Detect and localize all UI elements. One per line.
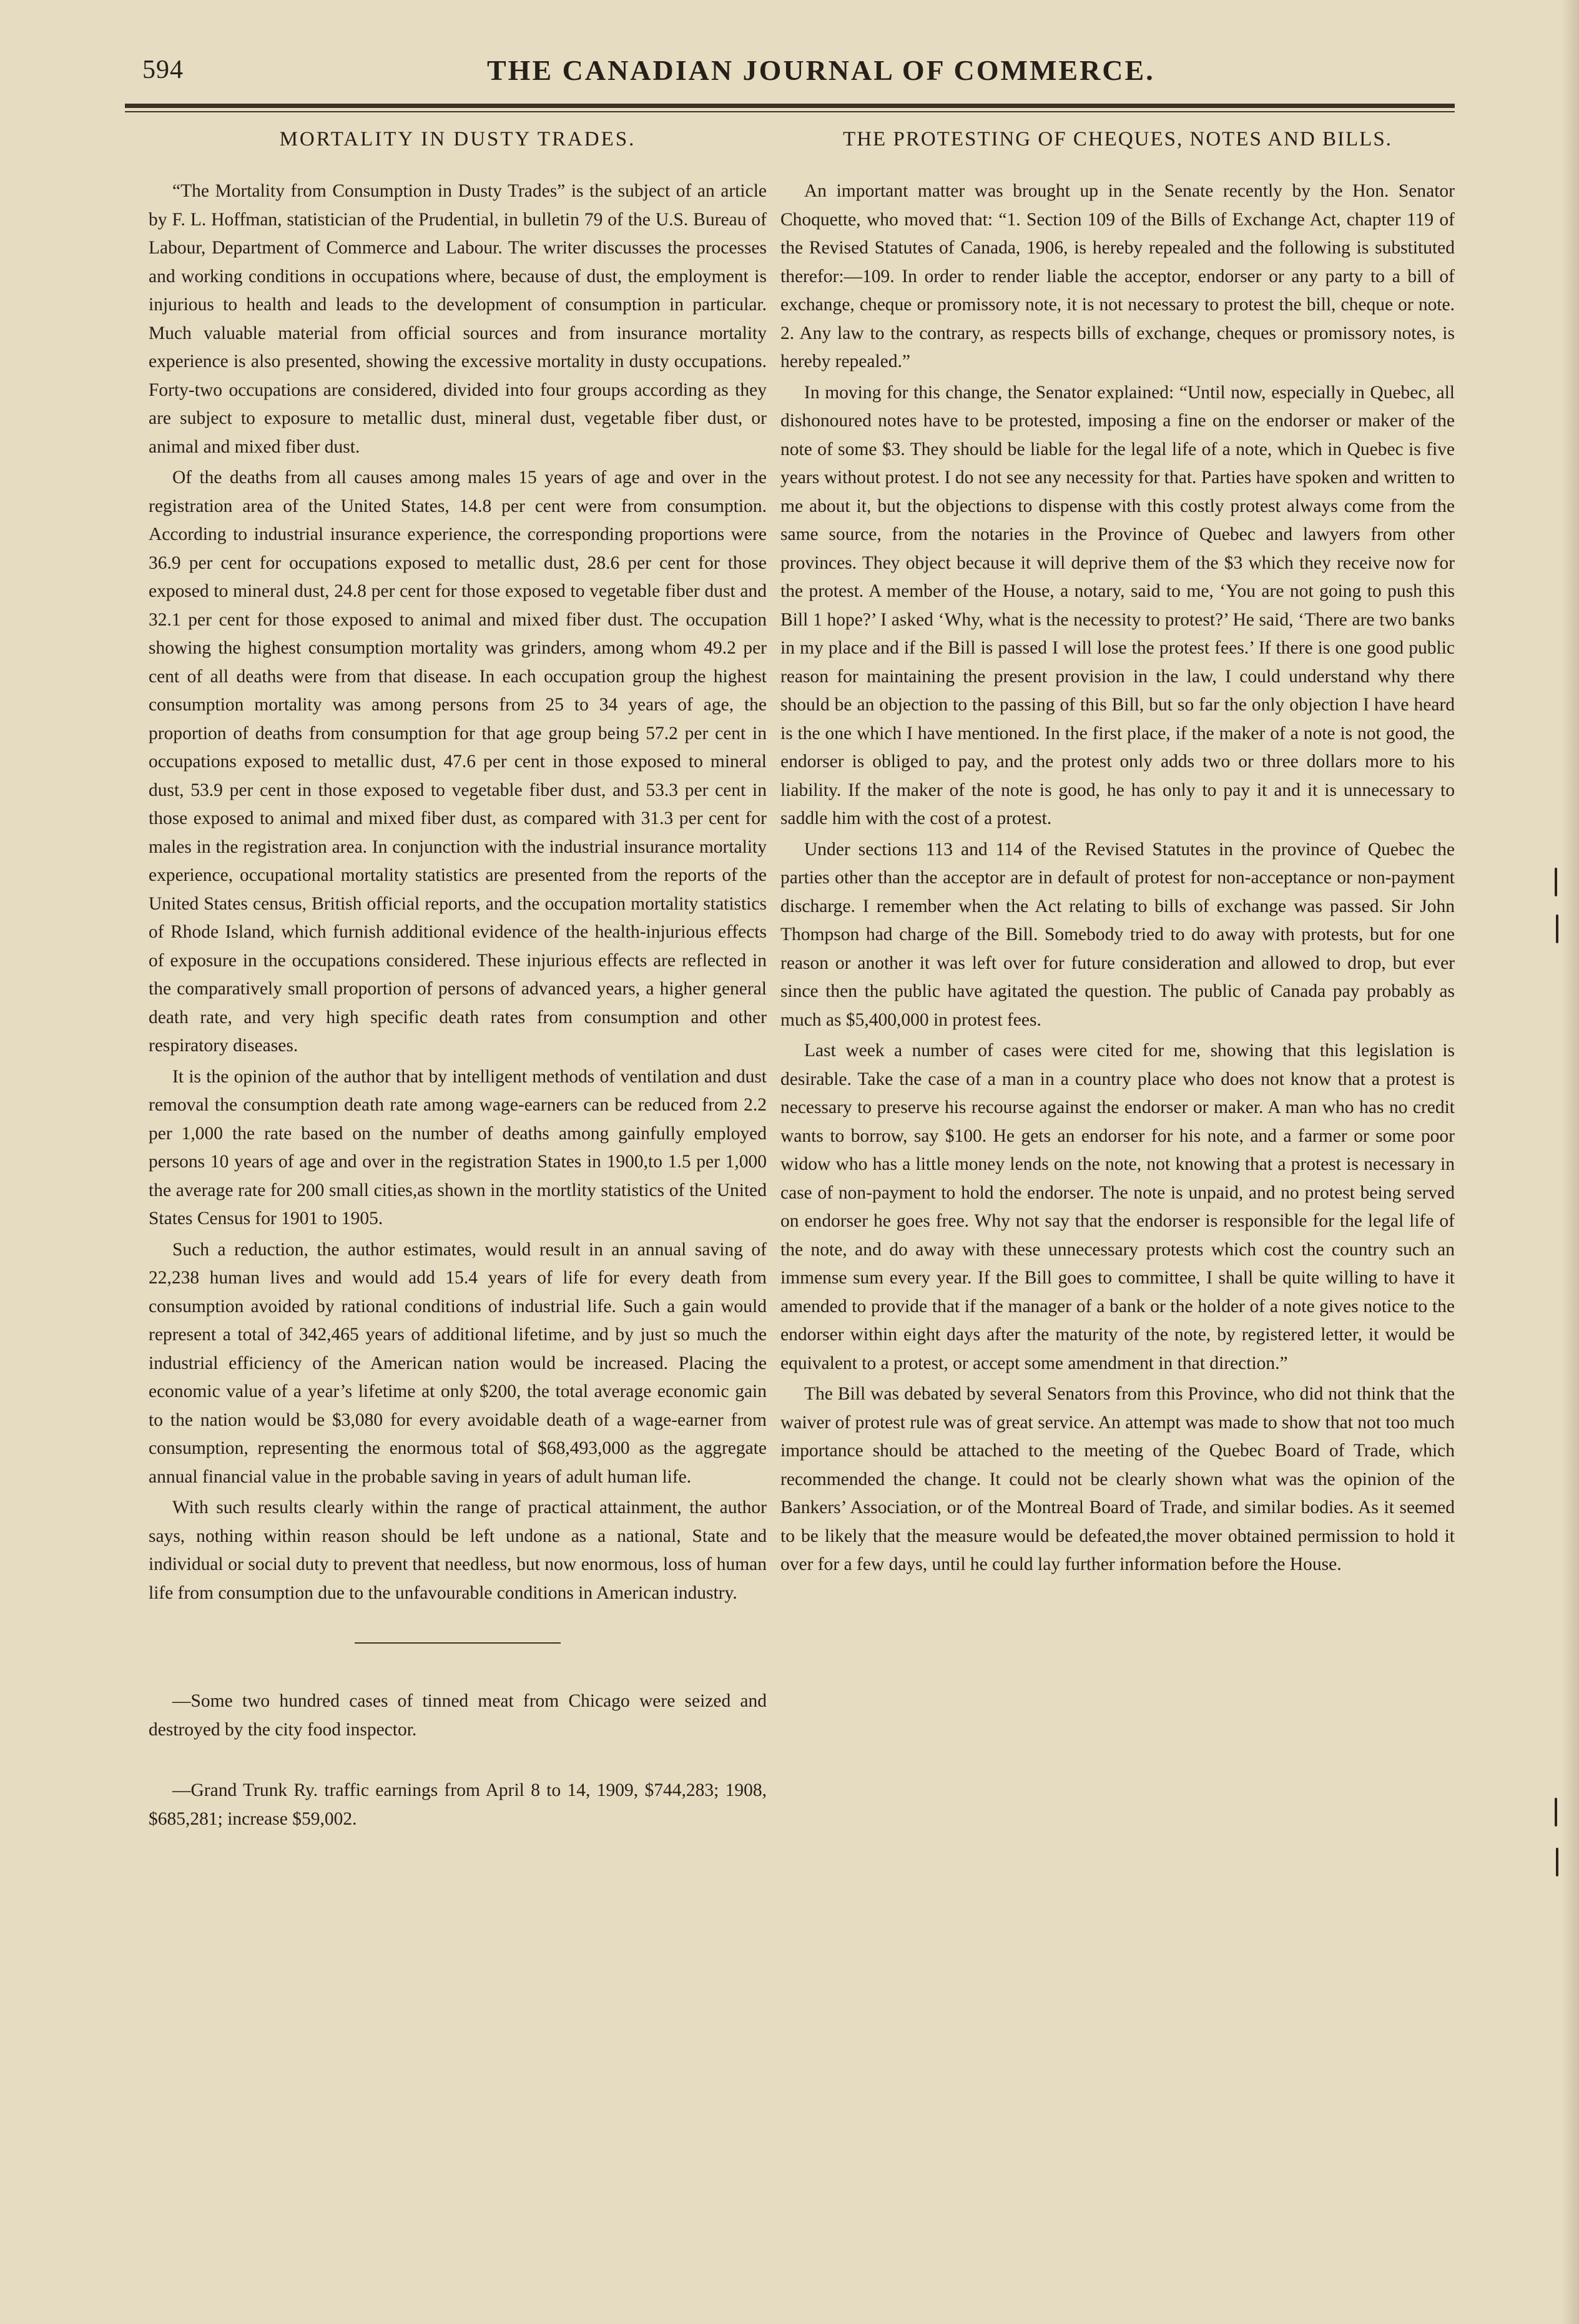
margin-mark [1556, 1848, 1558, 1876]
article-heading: MORTALITY IN DUSTY TRADES. [279, 128, 636, 150]
article-paragraph: Such a reduction, the author estimates, would result in an annual saving of 22,238 human lives and would add 15.4 years of life for every death from consumption avoided by rational conditions of industrial life. Such a gain would represent a total of 342,465 years of additional lifetime, and by just so much the industrial efficiency of the American nation would be increased. Placing the economic value of a year’s lifetime at only $200, the total average economic gain to the nation would be $3,080 for every avoidable death of a wage-earner from consumption, representing the enormous total of $68,493,000 as the aggregate annual financial value in the probable saving in years of adult human life. [149, 1239, 767, 1487]
header-rule [125, 104, 1455, 108]
journal-title: THE CANADIAN JOURNAL OF COMMERCE. [487, 54, 1155, 86]
article-heading: THE PROTESTING OF CHEQUES, NOTES AND BILLS. [843, 128, 1392, 150]
article-paragraph: An important matter was brought up in the Senate recently by the Hon. Senator Choquette, who moved that: “1. Section 109 of the Bills of Exchange Act, chapter 119 of the Revised Statutes of Canada, 1906, is hereby repealed and the following is substituted therefor:—109. In order to render liable the acceptor, endorser or any party to a bill of exchange, cheque or promissory note, it is not necessary to protest the bill, cheque or note. 2. Any law to the contrary, as respects bills of exchange, cheques or promissory notes, is hereby repealed.” [780, 181, 1455, 371]
margin-mark [1555, 1798, 1557, 1826]
page-edge [1562, 0, 1579, 2324]
article-paragraph: The Bill was debated by several Senators from this Province, who did not think that the waiver of protest rule was of great service. An attempt was made to show that not too much importance should be attached to the meeting of the Quebec Board of Trade, which recommended the change. It could not be clearly shown what was the opinion of the Bankers’ Association, or of the Montreal Board of Trade, and similar bodies. As it seemed to be likely that the measure would be defeated,the mover obtained permission to hold it over for a few days, until he could lay further information before the House. [780, 1384, 1455, 1574]
article-paragraph: “The Mortality from Consumption in Dusty Trades” is the subject of an article by F. L. Hoffman, statistician of the Prudential, in bulletin 79 of the U.S. Bureau of Labour, Department of Commerce and Labour. The writer discusses the processes and working conditions in occupations where, because of dust, the employment is injurious to health and leads to the development of consumption in particular. Much valuable material from official sources and from insurance mortality experience is also presented, showing the excessive mortality in dusty occupations. Forty-two occupations are considered, divided into four groups according as they are subject to exposure to metallic dust, mineral dust, vegetable fiber dust, or animal and mixed fiber dust. [149, 181, 767, 457]
right-column [780, 128, 1455, 2250]
article-paragraph: In moving for this change, the Senator explained: “Until now, especially in Quebec, all dishonoured notes have to be protested, imposing a fine on the endorser or maker of the note of some $3. They should be liable for the legal life of a note, which in Quebec is five years without protest. I do not see any necessity for that. Parties have spoken and written to me about it, but the objections to dispense with this costly protest always come from the same source, from the notaries in the Province of Quebec and lawyers from other provinces. They object because it will deprive them of the $3 which they receive now for the protest. A member of the House, a notary, said to me, ‘You are not going to push this Bill 1 hope?’ I asked ‘Why, what is the necessity to protest?’ He said, ‘There are two banks in my place and if the Bill is passed I will lose the protest fees.’ If there is one good public reason for maintaining the present provision in the law, I could understand why there should be an objection to the passing of this Bill, but so far the only objection I have heard is the one which I have mentioned. In the first place, if the maker of a note is not good, the endorser is obliged to pay, and the protest only adds two or three dollars more to his liability. If the maker of the note is good, he has only to pay it and it is unnecessary to saddle him with the cost of a protest. [780, 382, 1455, 828]
article-paragraph: Of the deaths from all causes among males 15 years of age and over in the registration area of the United States, 14.8 per cent were from consumption. According to industrial insurance experience, the corresponding proportions were 36.9 per cent for occupations exposed to metallic dust, 28.6 per cent for those exposed to mineral dust, 24.8 per cent for those exposed to vegetable fiber dust and 32.1 per cent for those exposed to animal and mixed fiber dust. The occupation showing the highest consumption mortality was grinders, among whom 49.2 per cent of all deaths were from that disease. In each occupation group the highest consumption mortality was among persons from 25 to 34 years of age, the proportion of deaths from consumption for that age group being 57.2 per cent in occupations exposed to metallic dust, 47.6 per cent in those exposed to mineral dust, 53.9 per cent in those exposed to vegetable fiber dust, and 53.3 per cent in those exposed to animal and mixed fiber dust, as compared with 31.3 per cent for males in the registration area. In conjunction with the industrial insurance mortality experience, occupational mortality statistics are presented from the reports of the United States census, British official reports, and the occupation mortality statistics of Rhode Island, which furnish additional evidence of the health-injurious effects of exposure in the occupations considered. These injurious effects are reflected in the comparatively small proportion of persons of advanced years, a higher general death rate, and very high specific death rates from consumption and other respiratory diseases. [149, 468, 767, 1056]
margin-mark [1555, 868, 1557, 896]
page-number: 594 [142, 56, 184, 84]
header-rule-thin [125, 111, 1455, 112]
article-paragraph: Under sections 113 and 114 of the Revised Statutes in the province of Quebec the parties other than the acceptor are in default of protest for non-acceptance or non-payment discharge. I remember when the Act relating to bills of exchange was passed. Sir John Thompson had charge of the Bill. Somebody tried to do away with protests, but for one reason or another it was left over for future consideration and allowed to drop, but ever since then the public have agitated the question. The public of Canada pay probably as much as $5,400,000 in protest fees. [780, 839, 1455, 1030]
article-paragraph: With such results clearly within the range of practical attainment, the author says, nothing within reason should be left undone as a national, State and individual or social duty to prevent that needless, but now enormous, loss of human life from consumption due to the unfavourable conditions in American industry. [149, 1498, 767, 1603]
news-note: —Grand Trunk Ry. traffic earnings from April 8 to 14, 1909, $744,283; 1908, $685,281; increase $59,002. [149, 1780, 767, 1829]
article-paragraph: It is the opinion of the author that by intelligent methods of ventilation and dust removal the consumption death rate among wage-earners can be reduced from 2.2 per 1,000 the rate based on the number of deaths among gainfully employed persons 10 years of age and over in the registration States in 1900,to 1.5 per 1,000 the average rate for 200 small cities,as shown in the mortlity statistics of the United States Census for 1901 to 1905. [149, 1066, 767, 1228]
margin-mark [1556, 914, 1558, 943]
news-note: —Some two hundred cases of tinned meat from Chicago were seized and destroyed by the city food inspector. [149, 1691, 767, 1740]
left-column [149, 128, 767, 2250]
section-divider [355, 1642, 561, 1644]
article-paragraph: Last week a number of cases were cited for me, showing that this legislation is desirable. Take the case of a man in a country place who does not know that a protest is necessary to preserve his recourse against the endorser or maker. A man who has no credit wants to borrow, say $100. He gets an endorser for his note, and a farmer or some poor widow who has a little money lends on the note, not knowing that a protest is necessary in case of non-payment to hold the endorser. The note is unpaid, and no protest being served on endorser he goes free. Why not say that the endorser is responsible for the legal life of the note, and do away with these unnecessary protests which cost the country such an immense sum every year. If the Bill goes to committee, I shall be quite willing to have it amended to provide that if the manager of a bank or the holder of a note gives notice to the endorser within eight days after the maturity of the note, by registered letter, it would be equivalent to a protest, or accept some amendment in that direction.” [780, 1041, 1455, 1373]
